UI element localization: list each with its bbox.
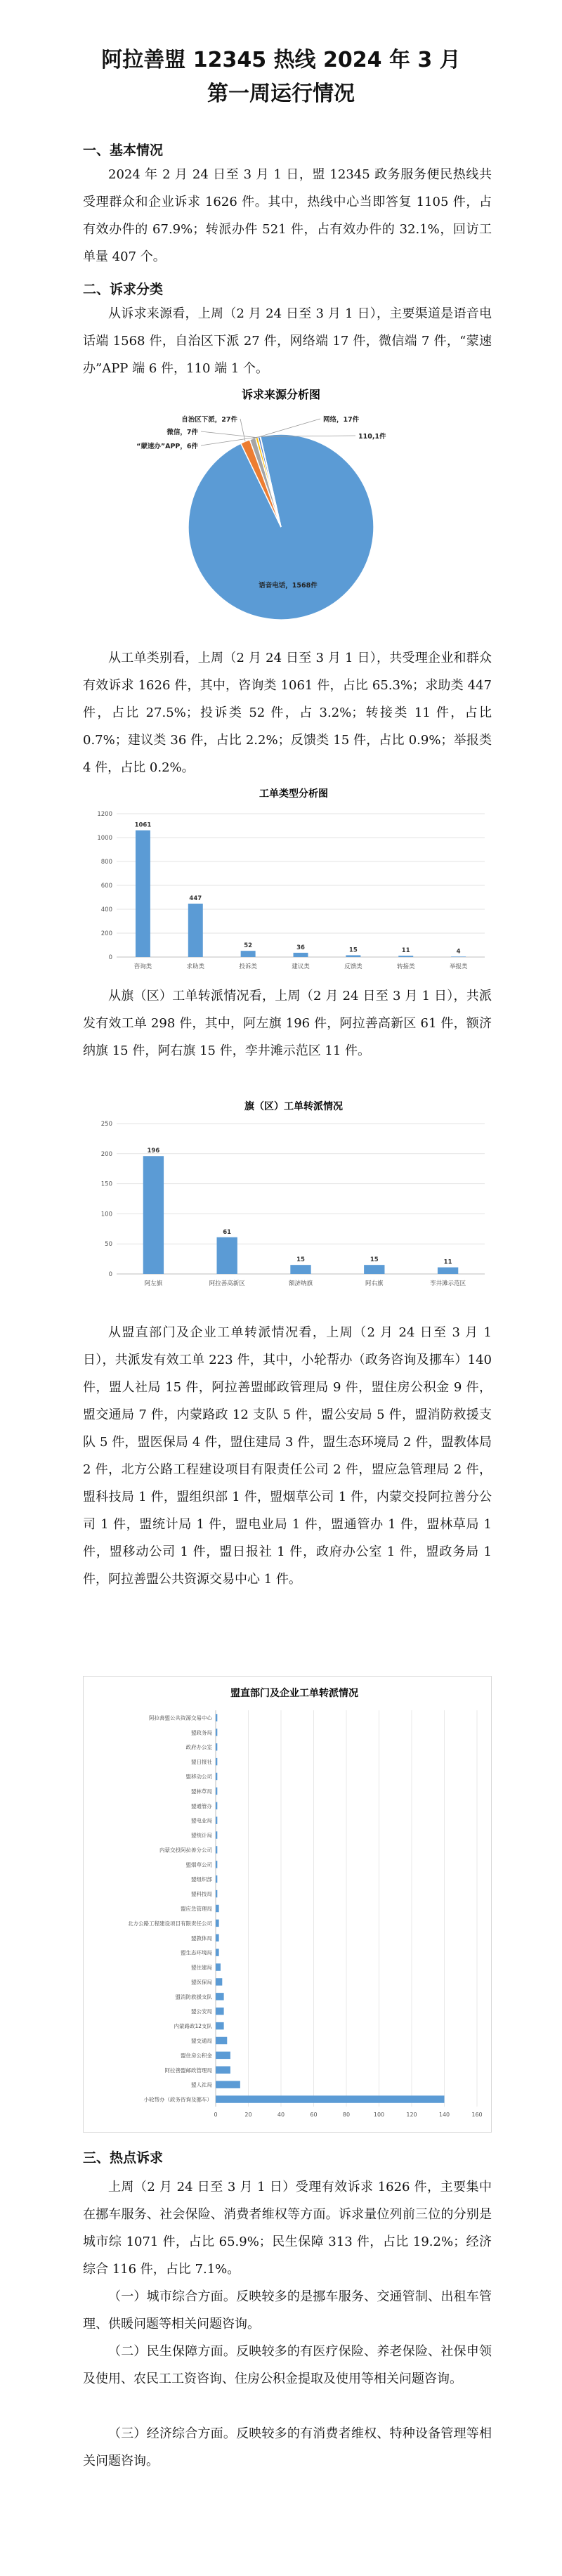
paragraph-types: 从工单类别看，上周（2 月 24 日至 3 月 1 日），共受理企业和群众有效诉求 1626 件，其中，咨询类 1061 件，占比 65.3%；求助类 447 件，占比 27.5%；投诉类 52 件，占 3.2%；转接类 11 件，占比 0.7%；建议类 36 件，占比 2.2%；反馈类 15 件，占比 0.9%；举报类 4 件，占比 0.2%。: [83, 651, 492, 775]
pie-leader-line-1: [240, 419, 245, 441]
bar-value-label: 4: [456, 948, 461, 956]
pie-label-2: 网络，17件: [323, 416, 360, 424]
pie-label-1: 自治区下派，27件: [181, 416, 237, 424]
x-tick-label: 60: [310, 2112, 318, 2118]
x-tick-label: 160: [471, 2112, 483, 2118]
x-tick-label: 咨询类: [133, 963, 152, 970]
y-tick-label: 150: [100, 1180, 112, 1188]
hbar-2: [216, 1743, 217, 1750]
y-tick-label: 盟教体局: [191, 1934, 212, 1941]
hbar-17: [216, 1963, 221, 1970]
hbar-8: [216, 1831, 217, 1838]
banner-chart-title: 旗（区）工单转派情况: [244, 1101, 343, 1112]
bar-1-2: [241, 951, 256, 957]
bar-value-label: 11: [401, 947, 410, 955]
hbar-23: [216, 2052, 230, 2059]
y-tick-label: 阿拉善盟邮政管理局: [164, 2067, 212, 2074]
y-tick-label: 内蒙路政12支队: [174, 2023, 212, 2030]
x-tick-label: 20: [244, 2112, 252, 2118]
y-tick-label: 内蒙交投阿拉善分公司: [159, 1847, 212, 1854]
x-tick-label: 阿拉善高新区: [209, 1280, 245, 1287]
bar-value-label: 36: [296, 944, 305, 951]
bar-1-5: [398, 956, 413, 957]
bar-2-0: [143, 1156, 164, 1274]
hbar-18: [216, 1978, 222, 1985]
y-tick-label: 盟住建局: [191, 1964, 212, 1971]
hbar-7: [216, 1816, 217, 1823]
y-tick-label: 小轮帮办（政务咨询及挪车）: [143, 2096, 212, 2103]
y-tick-label: 100: [100, 1211, 112, 1218]
bar-1-4: [346, 955, 360, 957]
x-tick-label: 投诉类: [239, 963, 257, 970]
pie-label-3: 微信，7件: [166, 429, 198, 436]
department-bar-chart-svg: [84, 1677, 491, 2132]
y-tick-label: 0: [108, 954, 112, 961]
hbar-4: [216, 1773, 217, 1780]
hbar-6: [216, 1802, 217, 1809]
y-tick-label: 盟生态环境局: [181, 1949, 212, 1956]
hbar-16: [216, 1949, 219, 1956]
y-tick-label: 盟科技局: [191, 1891, 212, 1898]
bar-2-3: [364, 1265, 384, 1274]
section-heading-basic: 一、基本情况: [83, 143, 164, 158]
paragraph-basic: 2024 年 2 月 24 日至 3 月 1 日，盟 12345 政务服务便民热线共受理群众和企业诉求 1626 件。其中，热线中心当即答复 1105 件，占有效办件的 67.9%；转派办件 521 件，占有效办件的 32.1%，回访工单量 407 个。: [83, 167, 492, 264]
hbar-15: [216, 1934, 219, 1941]
pie-chart-title: 诉求来源分析图: [241, 388, 321, 401]
y-tick-label: 盟住房公积金: [181, 2052, 212, 2059]
hbar-11: [216, 1875, 217, 1882]
x-tick-label: 建议类: [292, 963, 310, 970]
hbar-12: [216, 1890, 217, 1897]
banner-bar-chart-svg: [83, 1093, 492, 1302]
hbar-3: [216, 1758, 217, 1765]
paragraph-departments: 从盟直部门及企业工单转派情况看，上周（2 月 24 日至 3 月 1 日），共派发有效工单 223 件，其中，小轮帮办（政务咨询及挪车）140 件，盟人社局 15 件，阿拉善盟邮政管理局 9 件，盟住房公积金 9 件，盟交通局 7 件，内蒙路政 12 支队 5 件，盟公安局 5 件，盟消防救援支队 5 件，盟医保局 4 件，盟住建局 3 件，盟生态环境局 2 件，盟教体局 2 件，北方公路工程建设项目有限责任公司 2 件，盟应急管理局 2 件，盟科技局 1 件，盟组织部 1 件，盟烟草公司 1 件，内蒙交投阿拉善分公司 1 件，盟统计局 1 件，盟电业局 1 件，盟通管办 1 件，盟林草局 1 件，盟移动公司 1 件，盟日报社 1 件，政府办公室 1 件，盟政务局 1 件，阿拉善盟公共资源交易中心 1 件。: [83, 1325, 492, 1587]
y-tick-label: 盟消防救援支队: [175, 1993, 212, 2001]
pie-chart-svg: [98, 383, 464, 636]
bar-1-3: [294, 953, 308, 957]
x-tick-label: 转接类: [396, 963, 415, 970]
bar-value-label: 11: [443, 1258, 452, 1266]
pie-leader-line-3: [201, 431, 256, 438]
bar-1-6: [451, 956, 466, 957]
hbar-21: [216, 2022, 224, 2029]
y-tick-label: 盟应急管理局: [181, 1906, 212, 1912]
hbar-9: [216, 1846, 217, 1853]
hbar-19: [216, 1993, 224, 2000]
hbar-25: [216, 2081, 240, 2088]
y-tick-label: 盟统计局: [191, 1832, 212, 1839]
bar-value-label: 15: [370, 1256, 379, 1264]
banner-bar-chart: [83, 1093, 492, 1305]
x-tick-label: 孪井滩示范区: [430, 1280, 466, 1287]
y-tick-label: 800: [100, 859, 112, 866]
bar-1-1: [188, 904, 203, 957]
y-tick-label: 250: [100, 1121, 112, 1128]
hbar-1: [216, 1729, 217, 1736]
y-tick-label: 北方公路工程建设项目有限责任公司: [128, 1920, 212, 1927]
hbar-10: [216, 1861, 217, 1868]
y-tick-label: 盟公安局: [191, 2008, 212, 2015]
bar-2-1: [217, 1237, 237, 1274]
paragraph-livelihood: （二）民生保障方面。反映较多的有医疗保险、养老保险、社保申领及使用、农民工工资咨询、住房公积金提取及使用等相关问题咨询。: [83, 2344, 492, 2386]
bar-value-label: 1061: [134, 821, 152, 829]
paragraph-economy: （三）经济综合方面。反映较多的有消费者维权、特种设备管理等相关问题咨询。: [83, 2426, 492, 2468]
y-tick-label: 阿拉善盟公共资源交易中心: [149, 1715, 212, 1722]
type-bar-chart: [83, 781, 492, 981]
y-tick-label: 盟通管办: [191, 1802, 212, 1809]
bar-value-label: 15: [296, 1256, 305, 1264]
bar-2-2: [290, 1265, 311, 1274]
y-tick-label: 盟日报社: [191, 1759, 212, 1766]
paragraph-hotspots: 上周（2 月 24 日至 3 月 1 日）受理有效诉求 1626 件，主要集中在挪车服务、社会保险、消费者维权等方面。诉求量位列前三位的分别是城市综 1071 件，占比 65.9%；民生保障 313 件，占比 19.2%；经济综合 116 件，占比 7.1%。: [83, 2180, 492, 2277]
section-heading-hotspots: 三、热点诉求: [83, 2150, 164, 2166]
section-heading-classification: 二、诉求分类: [83, 282, 164, 297]
x-tick-label: 举报类: [449, 963, 468, 970]
x-tick-label: 120: [406, 2112, 417, 2118]
x-tick-label: 100: [373, 2112, 385, 2118]
y-tick-label: 盟交通局: [191, 2038, 212, 2044]
x-tick-label: 反馈类: [344, 963, 362, 970]
bar-2-4: [438, 1268, 458, 1274]
paragraph-banners: 从旗（区）工单转派情况看，上周（2 月 24 日至 3 月 1 日），共派发有效工单 298 件，其中，阿左旗 196 件，阿拉善高新区 61 件，额济纳旗 15 件，阿右旗 15 件，孪井滩示范区 11 件。: [83, 989, 492, 1058]
y-tick-label: 600: [100, 883, 112, 890]
bar-value-label: 447: [189, 895, 202, 903]
x-tick-label: 140: [438, 2112, 450, 2118]
pie-label-0: 语音电话，1568件: [259, 582, 318, 590]
type-chart-title: 工单类型分析图: [259, 788, 328, 800]
y-tick-label: 盟林草局: [191, 1788, 212, 1795]
paragraph-sources: 从诉求来源看，上周（2 月 24 日至 3 月 1 日），主要渠道是语音电话端 1568 件，自治区下派 27 件，网络端 17 件，微信端 7 件，“蒙速办”APP 端 6 件，110 端 1 个。: [83, 306, 492, 376]
department-bar-chart: [83, 1676, 492, 2133]
department-chart-title: 盟直部门及企业工单转派情况: [230, 1688, 358, 1699]
y-tick-label: 盟医保局: [191, 1979, 212, 1986]
hbar-22: [216, 2037, 227, 2044]
y-tick-label: 1000: [97, 835, 112, 842]
bar-value-label: 61: [223, 1228, 232, 1236]
y-tick-label: 盟电业局: [191, 1817, 212, 1824]
type-bar-chart-svg: [83, 781, 492, 978]
pie-label-5: 110,1件: [358, 433, 386, 441]
y-tick-label: 200: [100, 930, 112, 937]
bar-value-label: 52: [244, 942, 253, 950]
paragraph-city: （一）城市综合方面。反映较多的是挪车服务、交通管制、出租车管理、供暖问题等相关问题咨询。: [83, 2289, 492, 2331]
source-pie-chart: [98, 383, 464, 639]
x-tick-label: 求助类: [186, 963, 205, 970]
y-tick-label: 盟政务局: [191, 1729, 212, 1736]
y-tick-label: 盟烟草公司: [185, 1861, 212, 1868]
hbar-0: [216, 1714, 217, 1721]
hbar-14: [216, 1920, 219, 1927]
document-title: 阿拉善盟 12345 热线 2024 年 3 月: [101, 48, 461, 72]
hbar-20: [216, 2008, 224, 2015]
x-tick-label: 40: [277, 2112, 285, 2118]
hbar-5: [216, 1788, 217, 1795]
document-subtitle: 第一周运行情况: [207, 82, 355, 106]
bar-1-0: [136, 831, 150, 957]
pie-label-4: “蒙速办”APP，6件: [136, 443, 198, 450]
y-tick-label: 0: [108, 1271, 112, 1278]
x-tick-label: 额济纳旗: [288, 1280, 313, 1287]
y-tick-label: 盟移动公司: [185, 1774, 212, 1780]
y-tick-label: 200: [100, 1150, 112, 1158]
bar-value-label: 15: [348, 947, 358, 954]
y-tick-label: 盟人社局: [191, 2081, 212, 2088]
x-tick-label: 80: [342, 2112, 351, 2118]
bar-value-label: 196: [147, 1147, 160, 1155]
hbar-26: [216, 2095, 445, 2102]
x-tick-label: 阿右旗: [365, 1280, 384, 1287]
hbar-13: [216, 1905, 219, 1912]
y-tick-label: 400: [100, 906, 112, 913]
y-tick-label: 1200: [97, 811, 112, 818]
y-tick-label: 盟组织部: [191, 1876, 212, 1883]
x-tick-label: 0: [214, 2112, 218, 2118]
y-tick-label: 50: [105, 1241, 112, 1249]
y-tick-label: 政府办公室: [185, 1744, 212, 1751]
hbar-24: [216, 2067, 230, 2074]
x-tick-label: 阿左旗: [144, 1280, 163, 1287]
